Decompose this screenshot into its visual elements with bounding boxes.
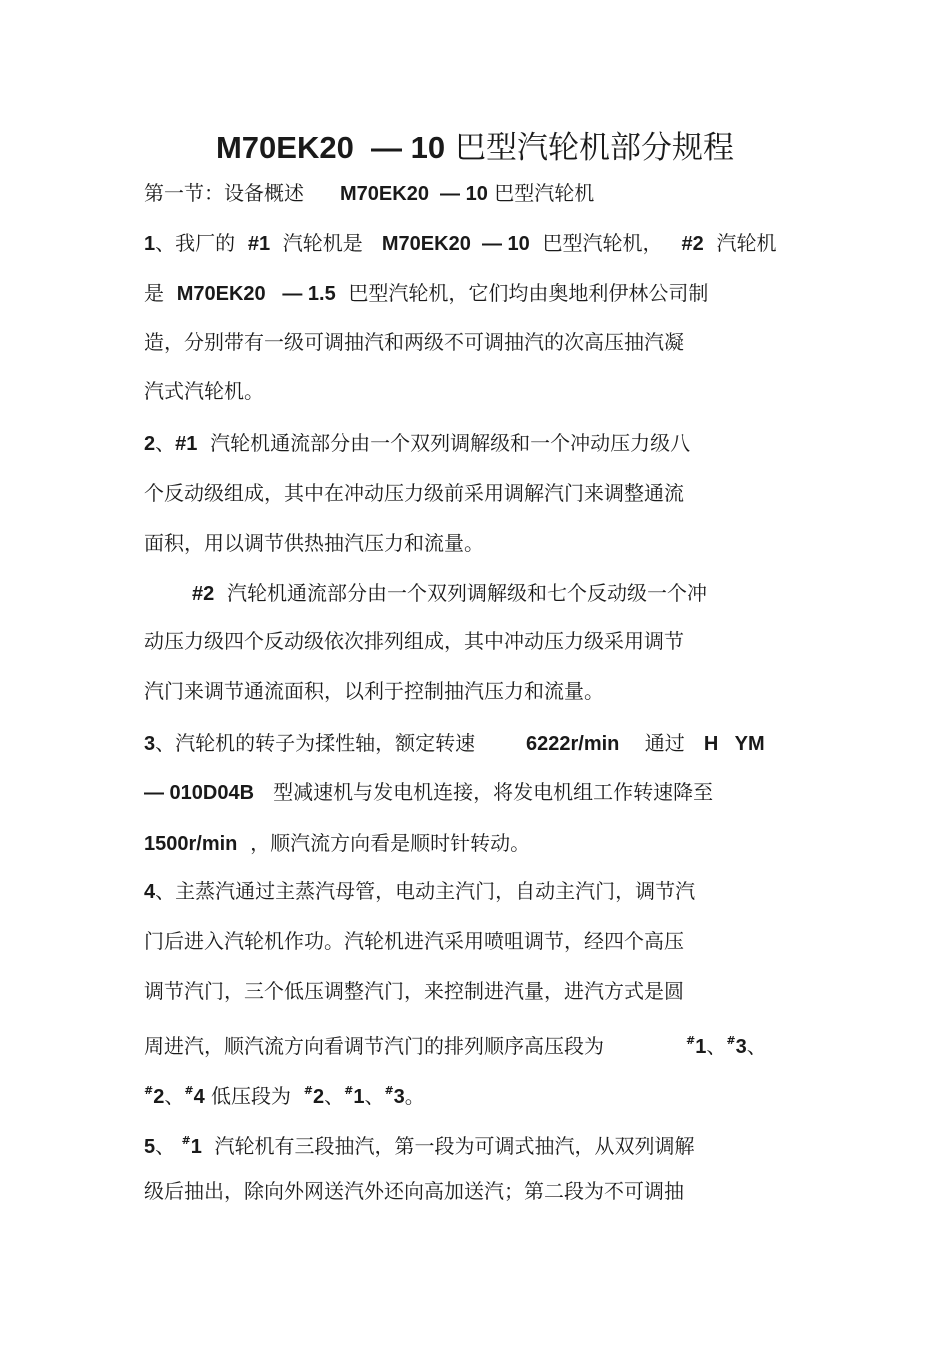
text-run: 是 (144, 281, 177, 305)
valve-number: 1 (353, 1086, 365, 1108)
valve-number: 2 (153, 1086, 165, 1108)
text-run: 巴型汽轮机， (529, 231, 682, 255)
separator: 、 (364, 1084, 385, 1108)
gearbox-code: — 010D04B (144, 782, 255, 804)
hash-mark: # (726, 1034, 736, 1047)
text-run: 、汽轮机的转子为揉性轴，额定转速 (155, 731, 526, 755)
item-number: 1 (144, 233, 156, 255)
paragraph-5-line-3: 调节汽门，三个低压调整汽门，来控制进汽量，进汽方式是圆 (144, 979, 684, 1003)
pressure-value: 10 (507, 233, 530, 255)
text-run: 、主蒸汽通过主蒸汽母管，电动主汽门，自动主汽门，调节汽 (155, 879, 696, 903)
unit-number: #1 (175, 433, 198, 455)
text-run: 。 (404, 1084, 425, 1108)
hash-mark: # (144, 1084, 154, 1097)
text-run: 、 (155, 431, 176, 455)
paragraph-3-line-2: 动压力级四个反动级依次排列组成，其中冲动压力级采用调节 (144, 629, 684, 653)
paragraph-4-line-1 (144, 730, 765, 757)
model-code: M70EK20 (381, 233, 471, 255)
hash-mark: # (384, 1084, 394, 1097)
paragraph-2-line-2: 个反动级组成，其中在冲动压力级前采用调解汽门来调整通流 (144, 481, 684, 505)
text-run: 通过 (619, 731, 704, 755)
unit-number: #1 (247, 233, 271, 255)
text-run: 低压段为 (204, 1084, 304, 1108)
hash-mark: # (303, 1084, 313, 1097)
unit-number: 1 (190, 1136, 202, 1158)
rated-speed: 6222r/min (525, 733, 620, 755)
paragraph-5-line-2: 门后进入汽轮机作功。汽轮机进汽采用喷咀调节，经四个高压 (144, 929, 684, 953)
text-run: 周进汽，顺汽流方向看调节汽门的排列顺序高压段为 (144, 1034, 604, 1058)
gearbox-code: H YM (703, 733, 765, 755)
title-model: M70EK20 (215, 130, 354, 165)
paragraph-6-line-1 (144, 1128, 695, 1160)
paragraph-4-line-2 (144, 779, 713, 806)
paragraph-1-line-2 (144, 280, 708, 307)
text-run: — (265, 283, 308, 305)
section-pressure: 10 (465, 183, 488, 205)
item-number: 3 (144, 733, 156, 755)
valve-number: 2 (312, 1086, 325, 1108)
item-number: 2 (144, 433, 156, 455)
text-run: 汽轮机 (703, 231, 777, 255)
valve-number: 4 (193, 1086, 205, 1108)
separator: 、 (164, 1084, 185, 1108)
section-model: M70EK20 (340, 183, 429, 205)
unit-number: #2 (192, 583, 215, 605)
section-heading (144, 180, 594, 207)
title-sep: — (353, 130, 403, 165)
pressure-value: 1.5 (307, 283, 336, 305)
text-run: 汽轮机是 (270, 231, 382, 255)
section-rest: 巴型汽轮机 (487, 181, 595, 205)
text-run: 巴型汽轮机，它们均由奥地利伊林公司制 (335, 281, 709, 305)
paragraph-1-line-3: 造，分别带有一级可调抽汽和两级不可调抽汽的次高压抽汽凝 (144, 330, 684, 354)
paragraph-2-line-1 (144, 430, 690, 457)
unit-number: #2 (681, 233, 704, 255)
paragraph-4-line-3 (144, 830, 530, 857)
paragraph-1-line-4: 汽式汽轮机。 (144, 379, 264, 403)
hash-mark: # (686, 1034, 696, 1047)
output-speed: 1500r/min (144, 833, 238, 855)
separator: 、 (324, 1084, 345, 1108)
section-sep: — (428, 183, 466, 205)
separator: 、 (706, 1034, 727, 1058)
text-run: 、 (155, 1134, 182, 1158)
paragraph-3-line-3: 汽门来调节通流面积，以利于控制抽汽压力和流量。 (144, 679, 604, 703)
item-number: 5 (144, 1136, 156, 1158)
text-run: — (470, 233, 508, 255)
text-run: 、我厂的 (155, 231, 248, 255)
hash-mark: # (184, 1084, 194, 1097)
valve-number: 1 (695, 1036, 707, 1058)
paragraph-5-line-4 (144, 1028, 767, 1060)
paragraph-5-line-5 (144, 1078, 425, 1110)
text-run: 汽轮机有三段抽汽，第一段为可调式抽汽，从双列调解 (201, 1134, 695, 1158)
document-title (0, 128, 950, 168)
paragraph-5-line-1 (144, 878, 695, 905)
text-run: 汽轮机通流部分由一个双列调解级和七个反动级一个冲 (214, 581, 707, 605)
paragraph-6-line-2: 级后抽出，除向外网送汽外还向高加送汽；第二段为不可调抽 (144, 1179, 684, 1203)
text-run: ，顺汽流方向看是顺时针转动。 (237, 831, 531, 855)
hash-mark: # (181, 1134, 191, 1147)
paragraph-3-line-1 (192, 580, 707, 607)
paragraph-2-line-3: 面积，用以调节供热抽汽压力和流量。 (144, 531, 484, 555)
text-run: 型减速机与发电机连接，将发电机组工作转速降至 (254, 780, 714, 804)
title-rest: 巴型汽轮机部分规程 (445, 130, 735, 166)
valve-number: 3 (735, 1036, 747, 1058)
hash-mark: # (344, 1084, 354, 1097)
text-run: 汽轮机通流部分由一个双列调解级和一个冲动压力级八 (197, 431, 691, 455)
model-code: M70EK20 (176, 283, 266, 305)
item-number: 4 (144, 881, 156, 903)
separator: 、 (746, 1034, 767, 1058)
section-label: 第一节：设备概述 (144, 181, 304, 205)
title-pressure: 10 (402, 130, 446, 165)
paragraph-1-line-1 (144, 230, 777, 257)
valve-number: 3 (393, 1086, 405, 1108)
